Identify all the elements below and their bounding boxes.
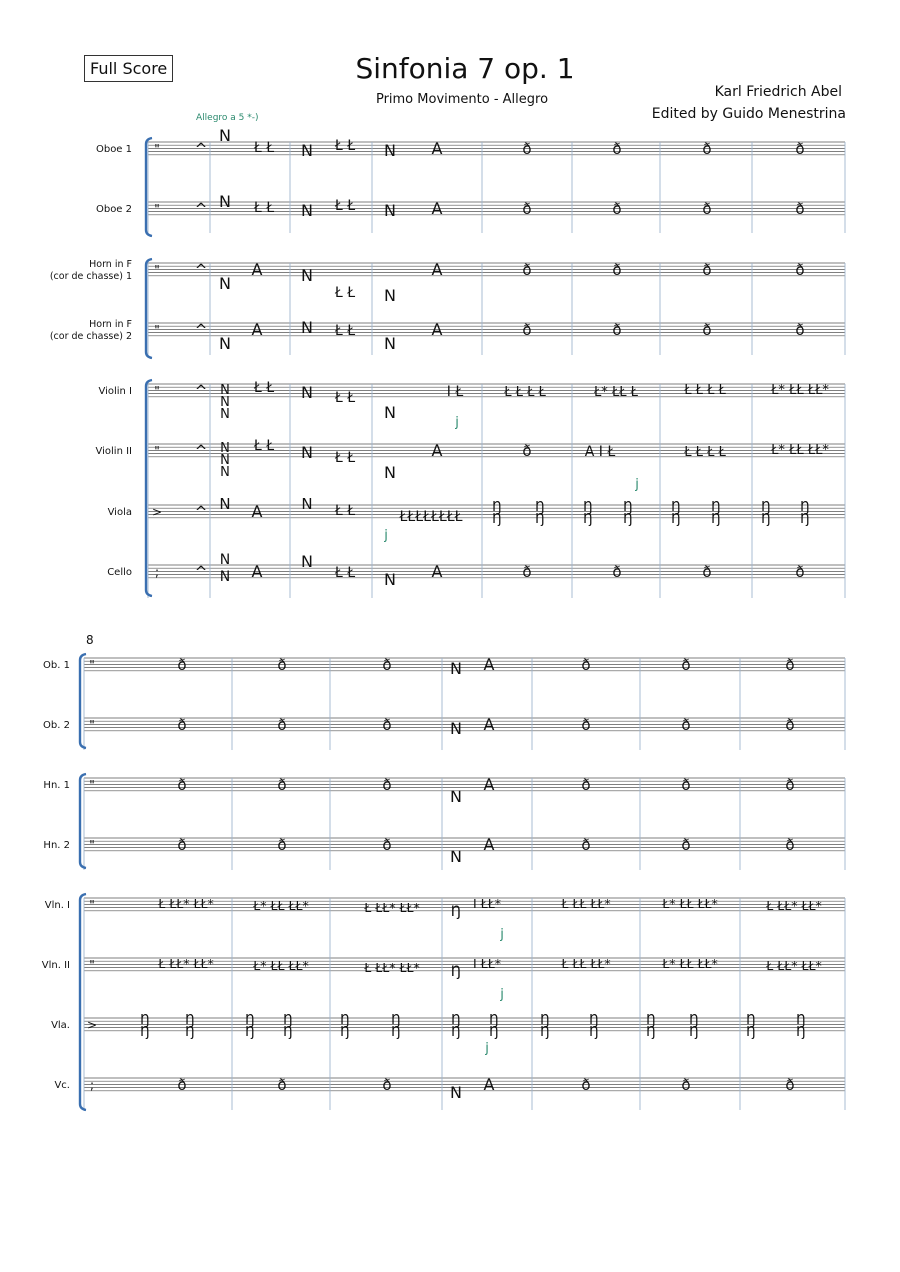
instrument-label: Horn in F	[89, 259, 132, 270]
viola-chord: Ŋ	[583, 512, 593, 527]
note-whole: A	[431, 562, 443, 581]
viola-chord: Ŋ	[451, 1013, 461, 1028]
instrument-label: Violin II	[95, 446, 132, 457]
note-group: Ł ŁŁ* ŁŁ*	[766, 898, 822, 913]
note-group: Ł ŁŁ* ŁŁ*	[766, 958, 822, 973]
whole-rest: ð	[382, 1076, 392, 1094]
note-group: Ł Ł Ł Ł	[504, 385, 546, 400]
instrument-label: Oboe 2	[95, 204, 132, 215]
whole-rest: ð	[522, 321, 532, 339]
note-half: N	[301, 552, 313, 571]
viola-chord: Ŋ	[689, 1025, 699, 1040]
viola-chord: Ŋ	[711, 500, 721, 515]
composer: Karl Friedrich Abel	[714, 84, 842, 100]
whole-rest: ð	[681, 656, 691, 674]
whole-rest: ð	[277, 836, 287, 854]
note-half: N	[450, 787, 462, 806]
instrument-label: Oboe 1	[95, 144, 132, 155]
whole-rest: ð	[522, 563, 532, 581]
whole-rest: ð	[785, 656, 795, 674]
note-group: Ł* ŁŁ ŁŁ*	[771, 443, 829, 458]
note-quarters: Ł Ł	[334, 390, 356, 406]
note-half: N	[301, 141, 313, 160]
instrument-label: (cor de chasse) 1	[49, 271, 132, 282]
clef-symbol: >	[151, 505, 163, 519]
note-quarters: Ł Ł	[334, 285, 356, 301]
note-group: Ł Ł Ł Ł	[684, 445, 726, 460]
whole-rest: ð	[681, 1076, 691, 1094]
whole-rest: ð	[277, 776, 287, 794]
viola-chord: Ŋ	[800, 512, 810, 527]
note-whole: A	[431, 260, 443, 279]
tempo-marking: Allegro a 5 *-)	[196, 113, 259, 123]
whole-rest: ð	[382, 836, 392, 854]
viola-chord: Ŋ	[671, 512, 681, 527]
viola-chord: Ŋ	[540, 1013, 550, 1028]
whole-rest: ð	[177, 716, 187, 734]
note-group: Ł ŁŁ* ŁŁ*	[158, 896, 214, 911]
note-half: N	[219, 495, 231, 513]
note-chord: N	[220, 465, 230, 480]
note-half: N	[219, 126, 231, 145]
rest-symbol: ^	[194, 563, 208, 581]
note-chord: Ŋ	[450, 964, 462, 980]
viola-chord: Ŋ	[140, 1013, 150, 1028]
viola-chord: Ŋ	[589, 1013, 599, 1028]
whole-rest: ð	[702, 140, 712, 158]
whole-rest: ð	[785, 1076, 795, 1094]
note-quarters: Ł Ł	[334, 138, 356, 154]
note-half: N	[450, 1083, 462, 1102]
note-chord: N	[220, 441, 230, 456]
note-group: Ł* ŁŁ ŁŁ*	[662, 956, 718, 971]
viola-chord: Ŋ	[761, 500, 771, 515]
note-whole: A	[431, 441, 443, 460]
note-group: Ł* ŁŁ ŁŁ*	[253, 958, 309, 973]
whole-rest: ð	[382, 776, 392, 794]
whole-rest: ð	[382, 716, 392, 734]
clef-symbol: "	[89, 838, 95, 852]
whole-rest: ð	[795, 140, 805, 158]
note-whole: A	[251, 320, 263, 339]
whole-rest: ð	[681, 716, 691, 734]
whole-rest: ð	[277, 716, 287, 734]
whole-rest: ð	[785, 776, 795, 794]
clef-symbol: ;	[154, 565, 160, 579]
instrument-label: Hn. 1	[43, 780, 70, 791]
note-whole: A	[483, 715, 495, 734]
note-half: N	[384, 334, 396, 353]
accent-mark: j	[500, 987, 504, 1002]
note-group: I Ł	[446, 384, 464, 400]
note-group: A I Ł	[584, 444, 616, 460]
instrument-label: Vln. I	[44, 900, 70, 911]
note-half: N	[301, 318, 313, 337]
clef-symbol: "	[89, 898, 95, 912]
note-whole: A	[483, 655, 495, 674]
accent-mark: j	[455, 415, 459, 430]
viola-chord: Ŋ	[646, 1025, 656, 1040]
whole-rest: ð	[681, 776, 691, 794]
viola-chord: Ŋ	[746, 1025, 756, 1040]
clef-symbol: "	[89, 958, 95, 972]
clef-symbol: "	[154, 202, 160, 216]
viola-chord: Ŋ	[283, 1025, 293, 1040]
note-half: N	[301, 266, 313, 285]
viola-chord: Ŋ	[671, 500, 681, 515]
note-half: N	[384, 286, 396, 305]
viola-chord: Ŋ	[796, 1013, 806, 1028]
note-half: N	[219, 274, 231, 293]
note-half: N	[301, 201, 313, 220]
rest-symbol: ^	[194, 140, 208, 158]
accent-mark: j	[384, 528, 388, 543]
whole-rest: ð	[612, 200, 622, 218]
instrument-label: Ob. 2	[43, 720, 70, 731]
note-group: Ł* ŁŁ ŁŁ*	[253, 898, 309, 913]
whole-rest: ð	[612, 321, 622, 339]
bracket-horns	[80, 774, 86, 868]
viola-chord: Ŋ	[535, 512, 545, 527]
note-quarters: Ł Ł	[334, 323, 356, 339]
note-half: N	[450, 847, 462, 866]
whole-rest: ð	[581, 656, 591, 674]
note-group: Ł Ł Ł Ł	[684, 383, 726, 398]
accent-mark: j	[635, 477, 639, 492]
viola-chord: Ŋ	[535, 500, 545, 515]
score-subtitle: Primo Movimento - Allegro	[375, 92, 549, 107]
note-half: N	[301, 383, 313, 402]
note-group: Ł* ŁŁ Ł	[594, 385, 638, 400]
note-whole: A	[431, 199, 443, 218]
note-half: N	[384, 570, 396, 589]
full-score-label: Full Score	[84, 55, 173, 82]
viola-chord: Ŋ	[391, 1013, 401, 1028]
measure-number: 8	[86, 633, 94, 647]
viola-chord: Ŋ	[140, 1025, 150, 1040]
clef-symbol: "	[154, 384, 160, 398]
viola-chord: Ŋ	[583, 500, 593, 515]
whole-rest: ð	[522, 261, 532, 279]
whole-rest: ð	[277, 656, 287, 674]
note-half: N	[384, 463, 396, 482]
rest-symbol: ^	[194, 503, 208, 521]
note-group: I ŁŁ*	[473, 956, 501, 971]
whole-rest: ð	[177, 836, 187, 854]
rest-symbol: ^	[194, 200, 208, 218]
viola-chord: Ŋ	[391, 1025, 401, 1040]
bracket-oboes	[146, 138, 152, 236]
whole-rest: ð	[702, 563, 712, 581]
note-chord: N	[219, 552, 231, 568]
viola-chord: Ŋ	[796, 1025, 806, 1040]
viola-chord: Ŋ	[746, 1013, 756, 1028]
note-quarters: Ł Ł	[334, 198, 356, 214]
whole-rest: ð	[382, 656, 392, 674]
rest-symbol: ^	[194, 321, 208, 339]
viola-chord: Ŋ	[451, 1025, 461, 1040]
note-quarters: Ł Ł	[253, 380, 275, 396]
accent-mark: j	[485, 1041, 489, 1056]
note-whole: A	[483, 835, 495, 854]
rest-symbol: ^	[194, 382, 208, 400]
viola-chord: Ŋ	[185, 1013, 195, 1028]
note-chord: N	[219, 569, 231, 585]
whole-rest: ð	[795, 261, 805, 279]
note-quarters: Ł Ł	[253, 140, 275, 156]
whole-rest: ð	[785, 836, 795, 854]
rest-symbol: ^	[194, 442, 208, 460]
note-group: I ŁŁ*	[473, 896, 501, 911]
note-quarters: Ł Ł	[334, 565, 356, 581]
instrument-label: Ob. 1	[43, 660, 70, 671]
note-quarters: Ł Ł	[253, 200, 275, 216]
note-chord: N	[220, 407, 230, 422]
whole-rest: ð	[612, 563, 622, 581]
note-half: N	[384, 141, 396, 160]
note-group: Ł ŁŁ ŁŁ*	[561, 956, 611, 971]
instrument-label: Vc.	[54, 1080, 70, 1091]
note-group: Ł ŁŁ* ŁŁ*	[364, 900, 420, 915]
note-half: N	[219, 334, 231, 353]
viola-chord: Ŋ	[800, 500, 810, 515]
instrument-label: Cello	[107, 567, 132, 578]
note-whole: A	[251, 502, 263, 521]
whole-rest: ð	[795, 321, 805, 339]
viola-chord: Ŋ	[689, 1013, 699, 1028]
viola-chord: Ŋ	[623, 512, 633, 527]
whole-rest: ð	[702, 200, 712, 218]
instrument-label: (cor de chasse) 2	[49, 331, 132, 342]
note-group: Ł ŁŁ ŁŁ*	[561, 896, 611, 911]
whole-rest: ð	[522, 140, 532, 158]
instrument-label: Horn in F	[89, 319, 132, 330]
clef-symbol: ;	[89, 1078, 95, 1092]
note-chord: Ŋ	[450, 904, 462, 920]
note-group: Ł* ŁŁ ŁŁ*	[771, 383, 829, 398]
accent-mark: j	[500, 927, 504, 942]
note-half: N	[384, 403, 396, 422]
viola-chord: Ŋ	[489, 1025, 499, 1040]
whole-rest: ð	[581, 776, 591, 794]
whole-rest: ð	[785, 716, 795, 734]
bracket-strings	[80, 894, 86, 1110]
viola-chord: Ŋ	[185, 1025, 195, 1040]
viola-chord: Ŋ	[489, 1013, 499, 1028]
whole-rest: ð	[612, 140, 622, 158]
note-whole: A	[251, 562, 263, 581]
viola-chord: Ŋ	[646, 1013, 656, 1028]
note-whole: A	[431, 139, 443, 158]
viola-chord: Ŋ	[340, 1025, 350, 1040]
viola-chord: Ŋ	[283, 1013, 293, 1028]
whole-rest: ð	[681, 836, 691, 854]
whole-rest: ð	[795, 200, 805, 218]
viola-chord: Ŋ	[492, 500, 502, 515]
viola-chord: Ŋ	[540, 1025, 550, 1040]
bracket-strings	[146, 380, 152, 596]
viola-chord: Ŋ	[492, 512, 502, 527]
instrument-label: Violin I	[98, 386, 132, 397]
viola-chord: Ŋ	[761, 512, 771, 527]
note-group: Ł ŁŁ* ŁŁ*	[158, 956, 214, 971]
clef-symbol: "	[154, 142, 160, 156]
note-eighths: ŁŁŁŁŁŁŁŁ	[399, 509, 463, 525]
whole-rest: ð	[522, 200, 532, 218]
clef-symbol: "	[89, 658, 95, 672]
whole-rest: ð	[177, 656, 187, 674]
whole-rest: ð	[612, 261, 622, 279]
clef-symbol: "	[154, 263, 160, 277]
viola-chord: Ŋ	[340, 1013, 350, 1028]
whole-rest: ð	[277, 1076, 287, 1094]
clef-symbol: "	[154, 444, 160, 458]
instrument-label: Vln. II	[41, 960, 70, 971]
clef-symbol: >	[86, 1018, 98, 1032]
whole-rest: ð	[581, 836, 591, 854]
whole-rest: ð	[177, 776, 187, 794]
note-quarters: Ł Ł	[334, 450, 356, 466]
whole-rest: ð	[702, 321, 712, 339]
viola-chord: Ŋ	[245, 1025, 255, 1040]
note-whole: A	[483, 775, 495, 794]
note-group: Ł* ŁŁ ŁŁ*	[662, 896, 718, 911]
clef-symbol: "	[89, 778, 95, 792]
whole-rest: ð	[795, 563, 805, 581]
note-whole: A	[483, 1075, 495, 1094]
score-title: Sinfonia 7 op. 1	[355, 52, 575, 85]
instrument-label: Vla.	[51, 1020, 70, 1031]
editor-credit: Edited by Guido Menestrina	[651, 106, 846, 122]
note-half: N	[450, 659, 462, 678]
note-group: Ł ŁŁ* ŁŁ*	[364, 960, 420, 975]
note-chord: N	[220, 395, 230, 410]
note-half: N	[450, 719, 462, 738]
note-quarters: Ł Ł	[334, 503, 356, 519]
instrument-label: Viola	[107, 507, 132, 518]
viola-chord: Ŋ	[245, 1013, 255, 1028]
clef-symbol: "	[154, 323, 160, 337]
note-half: N	[301, 443, 313, 462]
note-quarters: Ł Ł	[253, 438, 275, 454]
whole-rest: ð	[177, 1076, 187, 1094]
whole-rest: ð	[522, 442, 532, 460]
note-chord: N	[220, 453, 230, 468]
whole-rest: ð	[581, 1076, 591, 1094]
note-whole: A	[431, 320, 443, 339]
viola-chord: Ŋ	[711, 512, 721, 527]
note-half: N	[219, 192, 231, 211]
bracket-horns	[146, 259, 152, 358]
whole-rest: ð	[581, 716, 591, 734]
whole-rest: ð	[702, 261, 712, 279]
bracket-oboes	[80, 654, 86, 748]
viola-chord: Ŋ	[589, 1025, 599, 1040]
note-chord: N	[220, 383, 230, 398]
viola-chord: Ŋ	[623, 500, 633, 515]
rest-symbol: ^	[194, 261, 208, 279]
note-whole: A	[251, 260, 263, 279]
clef-symbol: "	[89, 718, 95, 732]
note-half: N	[301, 495, 313, 513]
instrument-label: Hn. 2	[43, 840, 70, 851]
note-half: N	[384, 201, 396, 220]
